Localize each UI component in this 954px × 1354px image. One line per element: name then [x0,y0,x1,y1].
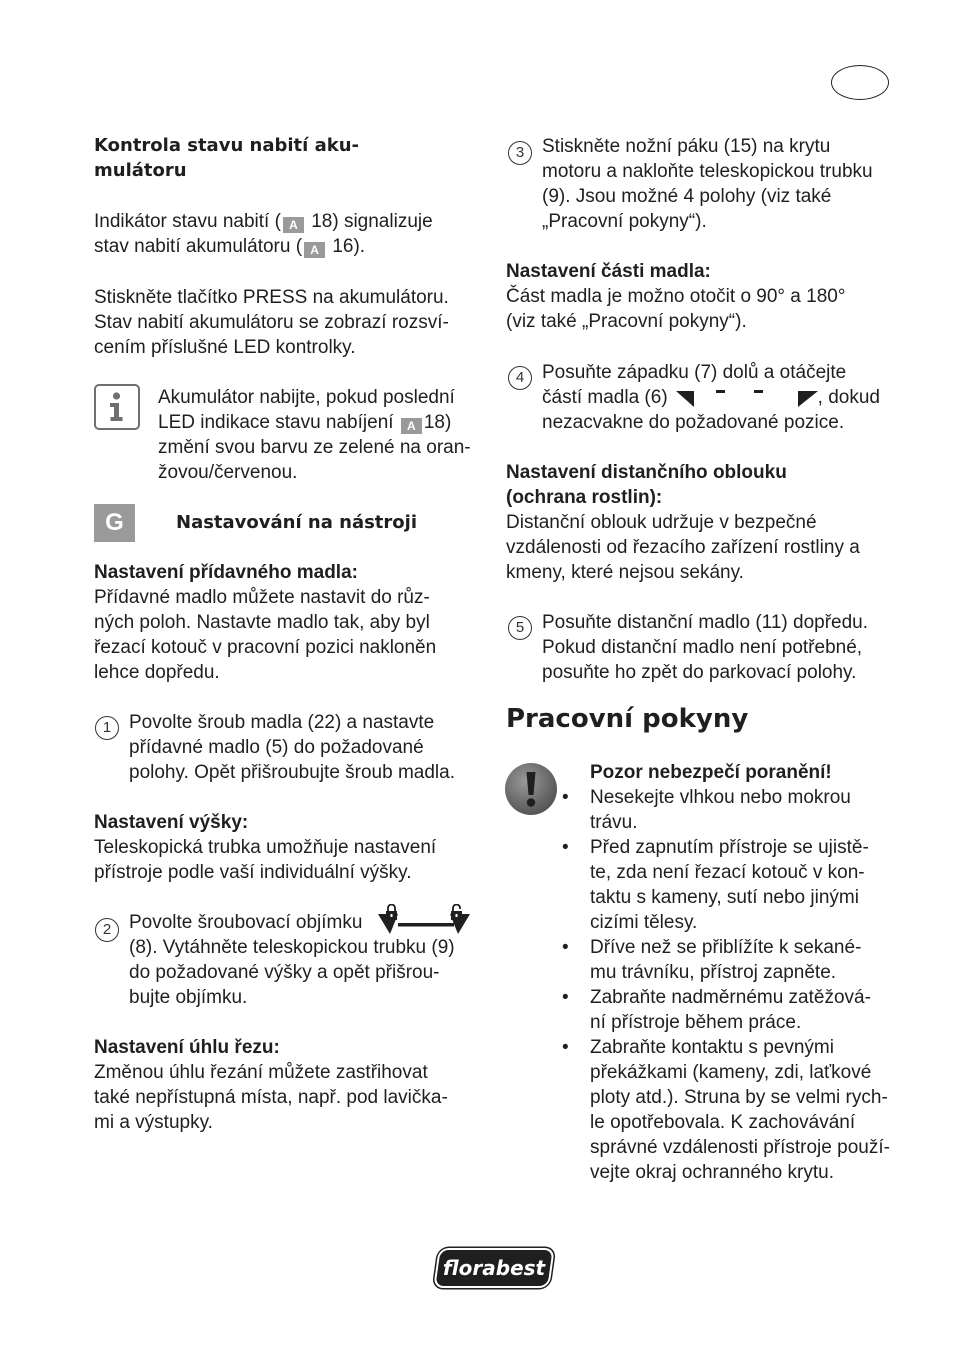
height-section: Nastavení výšky: Teleskopická trubka umožňuje nastavení přístroje podle vaší individuální výšky. [94,810,474,885]
step-number-1: 1 [95,716,119,740]
step-4-text: Posuňte západku (7) dolů a otáčejte částí madla (6) , dokud nezacvakne do požadované pozice. [542,362,880,433]
height-heading: Nastavení výšky: [94,812,249,833]
list-item: • Zabraňte kontaktu s pevnými překážkami (kameny, zdi, laťkové ploty atd.). Struna by se velmi rych- le opotřebovala. K zachovávání správné vzdálenosti přístroje použí- vejte okraj ochranného krytu. [562,1037,890,1183]
cut-angle-section: Nastavení úhlu řezu: Změnou úhlu řezání můžete zastřihovat také nepřístupná místa, např. pod lavička- mi a výstupky. [94,1035,479,1135]
charge-indicator-paragraph: Indikátor stavu nabití ( A 18) signalizuje stav nabití akumulátoru ( A 16). [94,211,433,257]
guard-heading-2: (ochrana rostlin): [506,487,663,508]
warning-title: Pozor nebezpečí poranění! [590,762,832,783]
step-number-4: 4 [508,366,532,390]
safety-bullet-list [562,785,892,1185]
guard-section: Nastavení distančního oblouku (ochrana rostlin): Distanční oblouk udržuje v bezpečné vzdálenosti od řezacího zařízení rostliny a kmeny, které nejsou sekány. [506,460,901,585]
handle-part-section: Nastavení části madla: Část madla je možno otočit o 90° a 180° (viz také „Pracovní pokyny“). [506,259,901,334]
list-item: • Před zapnutím přístroje se ujistě- te, zda není řezací kotouč v kon- taktu s kameny, sutí nebo jinými cizími tělesy. [562,837,869,933]
info-note: Akumulátor nabijte, pokud poslední LED indikace stavu nabíjení A 18) změní svou barvu ze zelené na oran- žovou/červenou. [158,387,471,483]
handle-part-heading: Nastavení části madla: [506,261,711,282]
warning-icon [504,762,558,816]
aux-handle-section: Nastavení přídavného madla: Přídavné madlo můžete nastavit do růz- ných poloh. Nastavte madlo tak, aby byl řezací kotouč v pracovní pozici nakloněn lehce dopředu. [94,560,474,685]
step-number-2: 2 [95,918,119,942]
section-g-heading: Nastavování na nástroji [176,512,417,533]
step-1-text: Povolte šroub madla (22) a nastavte přídavné madlo (5) do požadované polohy. Opět přišroubujte šroub madla. [129,712,455,783]
step-2-text: Povolte šroubovací objímku (8). Vytáhněte teleskopickou trubku (9) do požadované výšky a opět přišrou- bujte objímku. [129,912,455,1008]
language-badge [831,65,889,100]
list-item: • Zabraňte nadměrnému zatěžová- ní přístroje během práce. [562,987,871,1033]
work-heading: Pracovní pokyny [506,704,749,734]
aux-handle-heading: Nastavení přídavného madla: [94,562,358,583]
press-button-paragraph: Stiskněte tlačítko PRESS na akumulátoru. Stav nabití akumulátoru se zobrazí rozsví- cením příslušné LED kontrolky. [94,287,449,358]
step-5-text: Posuňte distanční madlo (11) dopředu. Pokud distanční madlo není potřebné, posuňte ho zpět do parkovací polohy. [542,612,869,683]
figure-a-badge: A [401,418,422,434]
lock-unlock-icon [376,904,472,938]
cut-angle-heading: Nastavení úhlu řezu: [94,1037,280,1058]
figure-a-badge: A [283,217,304,233]
step-number-5: 5 [508,616,532,640]
info-icon [94,384,140,430]
figure-a-badge: A [304,242,325,258]
list-item: • Nesekejte vlhkou nebo mokrou trávu. [562,787,851,833]
rotate-arrows-icon [674,387,820,409]
step-3-text: Stiskněte nožní páku (15) na krytu motoru a nakloňte teleskopickou trubku (9). Jsou možné 4 polohy (viz také „Pracovní pokyny“). [542,136,873,232]
charge-status-heading: Kontrola stavu nabití aku- mulátoru [94,135,359,181]
guard-heading-1: Nastavení distančního oblouku [506,462,787,483]
step-number-3: 3 [508,141,532,165]
florabest-logo: florabest [435,1250,552,1286]
list-item: • Dříve než se přiblížíte k sekané- mu trávníku, přístroj zapněte. [562,937,862,983]
section-g-badge: G [94,504,135,542]
